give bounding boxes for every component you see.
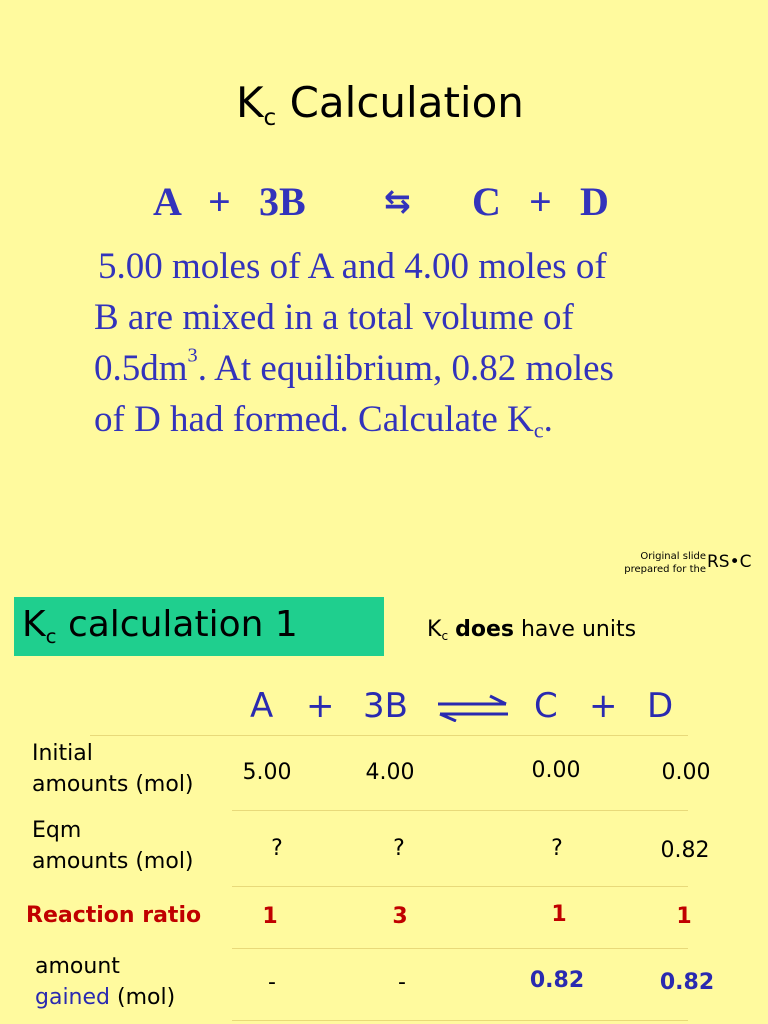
row-label-eqm <box>32 815 194 877</box>
label-line-2: amounts (mol) <box>32 849 194 874</box>
problem-line-1: 5.00 moles of A and 4.00 moles of <box>98 246 607 287</box>
eq1-plus1: + <box>208 179 231 224</box>
slide1-title <box>236 78 524 131</box>
problem-line-4 <box>94 394 714 445</box>
cell-gained-b: - <box>398 970 406 995</box>
problem-line-3-rest: . At equilibrium, 0.82 moles <box>197 348 614 389</box>
eq1-d: D <box>580 179 609 224</box>
label-line-1: amount <box>35 954 120 979</box>
note-k-subscript: c <box>441 629 449 644</box>
cell-initial-b: 4.00 <box>365 760 415 785</box>
problem-line-4-end: . <box>543 399 553 440</box>
cell-ratio-a: 1 <box>262 904 278 929</box>
eq1-b: 3B <box>259 179 306 224</box>
label-line-2 <box>35 982 175 1013</box>
eq1-plus2: + <box>529 179 552 224</box>
title2-text: calculation 1 <box>56 604 298 645</box>
units-note <box>427 617 636 643</box>
label-line-1: Initial <box>32 741 93 766</box>
table-rule <box>232 1020 688 1021</box>
gained-word: gained <box>35 985 111 1010</box>
problem-text <box>94 241 714 445</box>
table-rule <box>232 810 688 811</box>
cell-eqm-c: ? <box>551 836 563 861</box>
credit-line-1: Original slide <box>640 551 706 562</box>
label-line-1: Eqm <box>32 818 82 843</box>
table-rule <box>232 886 688 887</box>
note-bold: does <box>455 617 514 642</box>
title2-k-subscript: c <box>45 624 57 648</box>
title-text: Calculation <box>276 78 524 127</box>
cell-initial-d: 0.00 <box>661 760 711 785</box>
label-line-2: amounts (mol) <box>32 772 194 797</box>
row-label-initial <box>32 738 194 800</box>
cell-gained-c: 0.82 <box>529 968 585 993</box>
problem-line-3 <box>94 343 714 394</box>
note-rest: have units <box>513 617 637 642</box>
cell-ratio-c: 1 <box>551 902 567 927</box>
table-rule <box>232 948 688 949</box>
eq1-a: A <box>153 179 182 224</box>
title-k: K <box>236 78 264 127</box>
reversible-arrow-icon <box>436 694 510 722</box>
gained-unit: (mol) <box>110 985 176 1010</box>
rsc-logo: RS•C <box>707 552 752 572</box>
table-rule <box>90 735 688 736</box>
cell-gained-d: 0.82 <box>659 970 715 995</box>
cell-ratio-d: 1 <box>676 904 692 929</box>
problem-line-4-text: of D had formed. Calculate K <box>94 399 534 440</box>
note-k: K <box>427 617 442 642</box>
eq2-plus2: + <box>589 686 618 726</box>
cell-gained-a: - <box>268 970 276 995</box>
eq2-d: D <box>647 686 674 726</box>
slide2-title <box>22 604 298 648</box>
eq2-plus1: + <box>306 686 335 726</box>
cell-initial-c: 0.00 <box>531 758 581 783</box>
row-label-reaction-ratio: Reaction ratio <box>26 903 202 928</box>
cell-eqm-b: ? <box>393 836 405 861</box>
equilibrium-arrow-icon: ⇆ <box>384 182 411 220</box>
cell-ratio-b: 3 <box>392 904 408 929</box>
volume-superscript: 3 <box>187 344 198 367</box>
eq2-c: C <box>534 686 558 726</box>
row-label-amount-gained <box>35 951 175 1013</box>
title2-k: K <box>22 604 46 645</box>
eq2-a: A <box>250 686 274 726</box>
cell-eqm-a: ? <box>271 836 283 861</box>
kc-subscript: c <box>533 417 544 443</box>
eq1-c: C <box>472 179 501 224</box>
credit-text <box>596 550 706 576</box>
cell-eqm-d: 0.82 <box>660 838 710 863</box>
title-k-subscript: c <box>263 105 277 132</box>
volume-value: 0.5dm <box>94 348 188 389</box>
credit-line-2: prepared for the <box>624 564 706 575</box>
cell-initial-a: 5.00 <box>242 760 292 785</box>
problem-line-2: B are mixed in a total volume of <box>94 297 574 338</box>
eq2-b: 3B <box>363 686 408 726</box>
